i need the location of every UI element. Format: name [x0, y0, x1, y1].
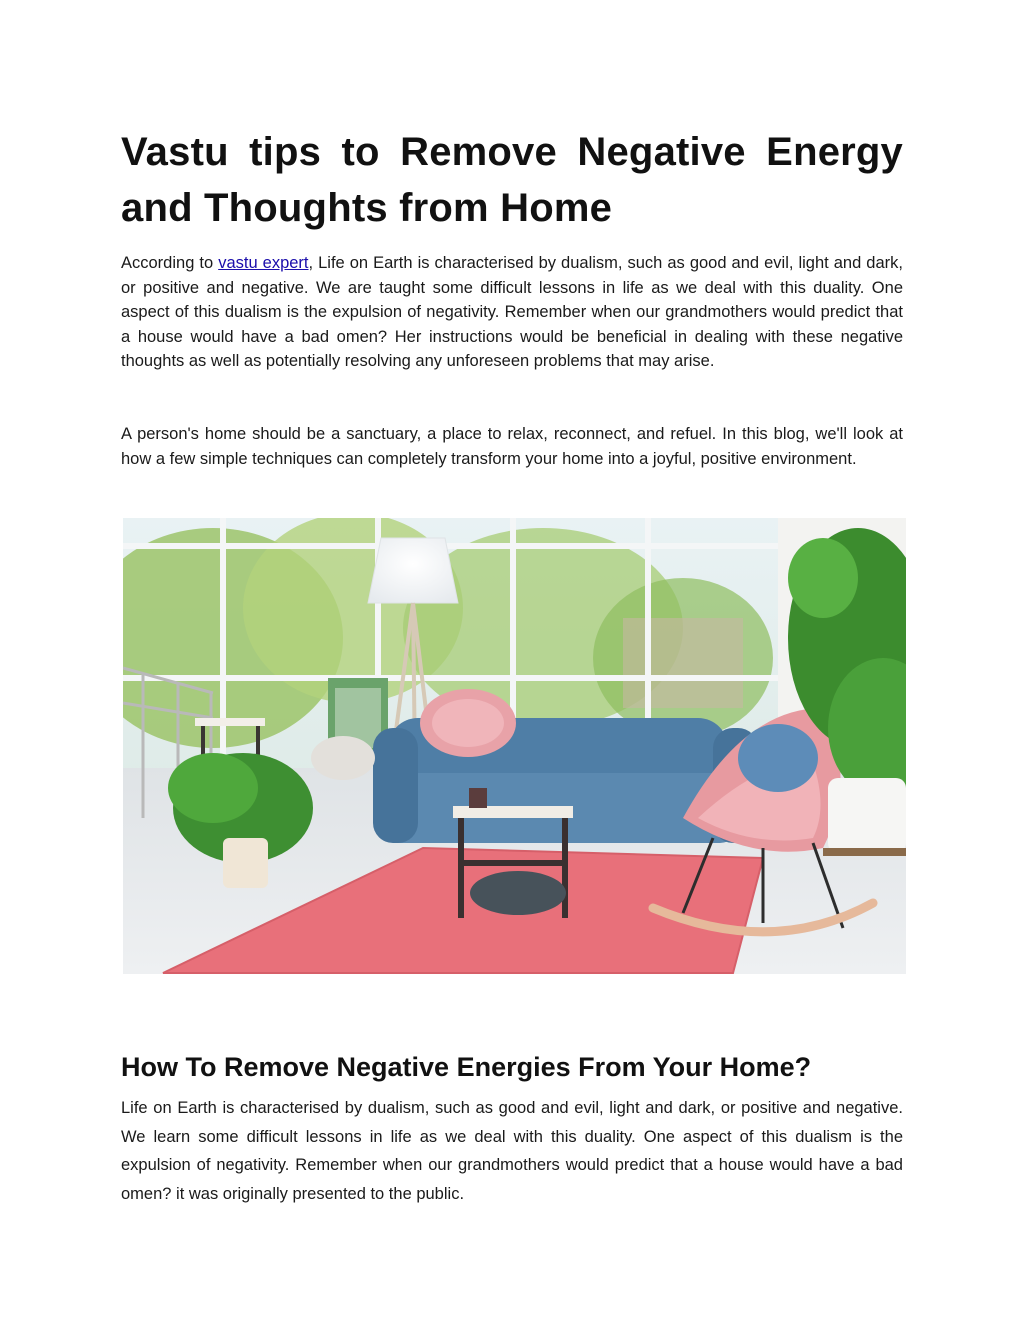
second-paragraph: A person's home should be a sanctuary, a place to relax, reconnect, and refuel. In this blog, we'll look at how a few simple techniques can completely transform your home into a joyful, positive environment.	[121, 425, 903, 468]
living-room-photo	[123, 518, 906, 974]
section-heading: How To Remove Negative Energies From Your Home?	[121, 1052, 812, 1082]
section-paragraph: Life on Earth is characterised by dualism, such as good and evil, light and dark, or positive and negative. We learn some difficult lessons in life as we deal with this duality. One aspect of this dualism is the expulsion of negativity. Remember when our grandmothers would predict that a house would have a bad omen? it was originally presented to the public.	[121, 1099, 903, 1203]
page-title: Vastu tips to Remove Negative Energy and Thoughts from Home	[121, 130, 903, 230]
intro-prefix: According to	[121, 254, 219, 272]
intro-body: , Life on Earth is characterised by dualism, such as good and evil, light and dark, or positive and negative. We are taught some difficult lessons in life as we deal with this duality. One aspect of this dualism is the expulsion of negativity. Remember when our grandmothers would predict that a house would have a bad omen? Her instructions would be beneficial in dealing with these negative thoughts as well as potentially resolving any unforeseen problems that may arise.	[121, 254, 903, 370]
intro-paragraph	[121, 251, 903, 374]
vastu-expert-link[interactable]: vastu expert	[218, 254, 309, 272]
